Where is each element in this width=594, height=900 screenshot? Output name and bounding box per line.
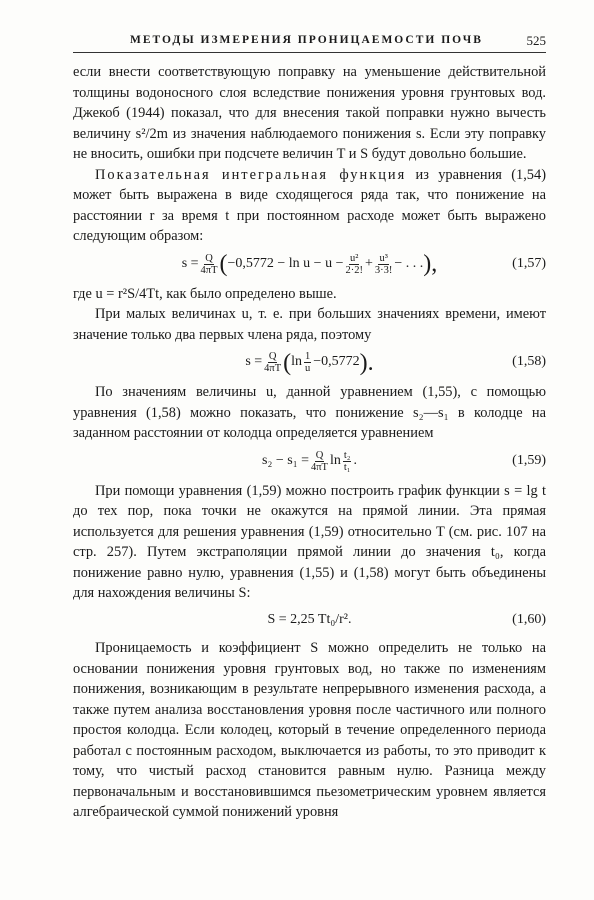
eq59-ratio	[343, 450, 352, 473]
eq57-lhs: s =	[181, 255, 199, 271]
eq59-num: Q	[315, 449, 324, 461]
equation-1-59	[73, 450, 546, 473]
paragraph-7: Проницаемость и коэффициент S можно определить не только на основании понижения уровня грунтовых вод, но также по изменениям понижения, возникающим в результате непрерывного изменения расхода, а также путем анализа восстановления уровня после частичного или полного простоя колодца. Если колодец, который в течение определенного периода работал с постоянным расходом, выключается из работы, то это приводит к тому, что чистый расход становится равным нулю. Разница между первоначальным и восстановившимся пьезометрическим уровнем является алгебраической суммой понижений уровня	[73, 640, 546, 820]
paragraph-2-rest: из уравнения (1,54) может быть выражена в виде сходящегося ряда так, что понижение на расстоянии r за время t при постоянном расходе может быть выражено следующим образом:	[73, 166, 546, 244]
eq58-ln: ln	[291, 354, 303, 370]
paragraph-3: где u = r²S/4Tt, как было определено выше.	[73, 285, 337, 302]
eq57-term2	[345, 253, 363, 276]
body-text	[73, 62, 546, 823]
eq57-number: (1,57)	[512, 255, 546, 271]
eq57-tail: − . . .	[394, 255, 424, 271]
eq57-den: 4πT	[200, 264, 218, 276]
eq58-lhs: s =	[245, 354, 263, 370]
eq57-t2n: u²	[350, 252, 359, 264]
eq58-u: u	[305, 363, 311, 374]
eq59-dot: .	[353, 452, 357, 468]
eq59-frac	[311, 450, 328, 473]
eq57-plus: +	[364, 255, 373, 271]
eq58-one: 1	[305, 351, 311, 362]
eq57-term3	[375, 253, 393, 276]
eq57-t3n: u³	[379, 252, 388, 264]
eq57-num: Q	[205, 252, 213, 264]
eq57-rparen: ),	[423, 251, 438, 277]
eq59-t2: t₂	[343, 449, 351, 461]
equation-1-57	[73, 253, 546, 276]
eq57-t3d: 3·3!	[374, 264, 393, 276]
spaced-term: Показательная интегральная функция	[95, 166, 407, 183]
eq57-series: −0,5772 − ln u − u −	[227, 255, 344, 271]
paragraph-6: При помощи уравнения (1,59) можно построить график функции s = lg t до тех пор, пока точки не окажутся на прямой линии. Эта прямая используется для решения уравнения (1,59) относительно T (см. рис. 107 на стр. 257). Путем экстраполяции прямой линии до значения t₀, когда понижение равно нулю, уравнения (1,55) и (1,58) могут быть объединены для нахождения величины S:	[73, 482, 546, 601]
paragraph-2	[73, 165, 546, 247]
eq59-number: (1,59)	[512, 452, 546, 468]
page-number: 525	[526, 33, 546, 48]
equation-1-60	[73, 610, 546, 631]
eq60-number: (1,60)	[512, 611, 546, 627]
eq60-text: S = 2,25 Tt₀/r².	[267, 611, 352, 627]
eq59-t1: t₁	[343, 461, 351, 473]
eq59-ln: ln	[329, 452, 341, 468]
header-rule	[73, 52, 546, 53]
eq57-lparen: (	[219, 251, 228, 277]
eq59-den: 4πT	[311, 461, 328, 473]
eq58-rparen: ).	[359, 349, 374, 376]
eq58-lparen: (	[283, 349, 292, 376]
eq57-t2d: 2·2!	[345, 264, 363, 276]
paragraph-5: По значениям величины u, данной уравнением (1,55), с помощью уравнения (1,58) можно показать, что понижение s₂—s₁ в колодце на заданном расстоянии от колодца определяется уравнением	[73, 384, 546, 441]
paragraph-1: если внести соответствующую поправку на уменьшение действительной толщины водоносного слоя вследствие понижения уровня грунтовых вод. Джекоб (1944) показал, что для внесения такой поправки нужно вычесть величину s²/2m из значения наблюдаемого понижения s. Если эту поправку не вносить, ошибки при подсчете величин T и S будут довольно большие.	[73, 64, 546, 162]
eq58-inv-u	[304, 351, 311, 374]
equation-1-58	[73, 351, 546, 374]
paragraph-4: При малых величинах u, т. е. при больших значениях времени, имеют значение только два первых члена ряда, поэтому	[73, 306, 546, 343]
eq58-rest: −0,5772	[313, 354, 360, 370]
eq58-num: Q	[268, 351, 277, 362]
eq58-frac	[264, 351, 281, 374]
eq59-lhs: s₂ − s₁ =	[262, 452, 309, 468]
running-head: МЕТОДЫ ИЗМЕРЕНИЯ ПРОНИЦАЕМОСТИ ПОЧВ	[130, 34, 483, 46]
eq57-frac	[201, 253, 218, 276]
eq58-den: 4πT	[264, 363, 282, 374]
eq58-number: (1,58)	[512, 354, 546, 370]
